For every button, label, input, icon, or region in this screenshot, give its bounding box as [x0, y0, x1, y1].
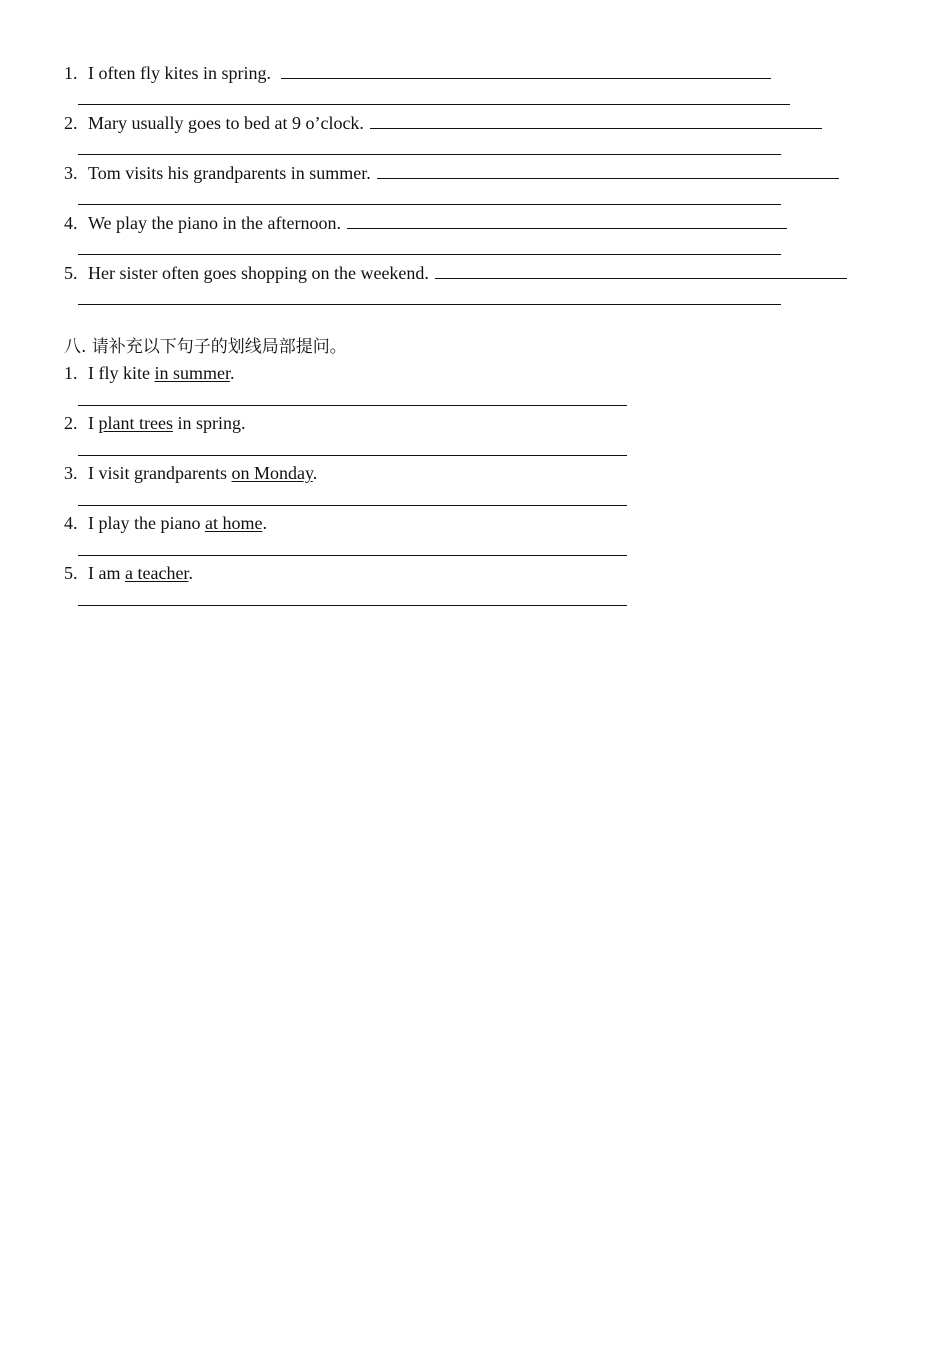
- exercise-item-1: [64, 62, 771, 84]
- item-number: 2.: [64, 413, 78, 433]
- item-number: 1.: [64, 63, 78, 83]
- item-number: 1.: [64, 363, 78, 383]
- answer-line[interactable]: [78, 605, 627, 606]
- answer-line[interactable]: [78, 304, 781, 305]
- item-sentence: I often fly kites in spring.: [88, 63, 271, 83]
- item-text-after: .: [262, 513, 267, 533]
- answer-line[interactable]: [78, 455, 627, 456]
- item-text-before: I am: [88, 563, 125, 583]
- answer-blank[interactable]: [281, 62, 771, 79]
- item-number: 4.: [64, 513, 78, 533]
- item-text-after: .: [229, 363, 235, 383]
- item-sentence: We play the piano in the afternoon.: [88, 213, 341, 233]
- underlined-phrase: in summer: [154, 363, 230, 383]
- answer-line[interactable]: [78, 254, 781, 255]
- item-number: 5.: [64, 263, 78, 283]
- answer-line[interactable]: [78, 505, 627, 506]
- section-heading: 八. 请补充以下句子的划线局部提问。: [64, 337, 347, 357]
- answer-blank[interactable]: [435, 262, 847, 279]
- item-text-before: I play the piano: [88, 513, 205, 533]
- underlined-phrase: at home: [204, 513, 263, 533]
- item-number: 3.: [64, 463, 78, 483]
- item-sentence: Her sister often goes shopping on the weekend.: [88, 263, 429, 283]
- item-text-before: I fly kite: [88, 363, 155, 383]
- underlined-phrase: plant trees: [98, 413, 173, 433]
- exercise-item-4: [64, 212, 787, 234]
- question-item-2: [64, 412, 246, 434]
- item-number: 4.: [64, 213, 78, 233]
- item-number: 5.: [64, 563, 78, 583]
- question-item-1: [64, 362, 234, 384]
- answer-line[interactable]: [78, 204, 781, 205]
- item-text-before: I: [88, 413, 99, 433]
- exercise-item-5: [64, 262, 847, 284]
- answer-line[interactable]: [78, 555, 627, 556]
- answer-line[interactable]: [78, 154, 781, 155]
- item-sentence: Mary usually goes to bed at 9 o’clock.: [88, 113, 364, 133]
- answer-line[interactable]: [78, 104, 790, 105]
- question-item-5: [64, 562, 193, 584]
- item-sentence: Tom visits his grandparents in summer.: [88, 163, 371, 183]
- underlined-phrase: a teacher: [124, 563, 189, 583]
- question-item-4: [64, 512, 267, 534]
- item-number: 2.: [64, 113, 78, 133]
- item-text-after: .: [188, 563, 193, 583]
- item-text-after: in spring.: [172, 413, 246, 433]
- underlined-phrase: on Monday: [231, 463, 313, 483]
- answer-line[interactable]: [78, 405, 627, 406]
- answer-blank[interactable]: [347, 212, 787, 229]
- item-text-after: .: [312, 463, 318, 483]
- item-number: 3.: [64, 163, 78, 183]
- question-item-3: [64, 462, 317, 484]
- answer-blank[interactable]: [377, 162, 839, 179]
- exercise-item-2: [64, 112, 822, 134]
- exercise-item-3: [64, 162, 839, 184]
- item-text-before: I visit grandparents: [88, 463, 232, 483]
- answer-blank[interactable]: [370, 112, 822, 129]
